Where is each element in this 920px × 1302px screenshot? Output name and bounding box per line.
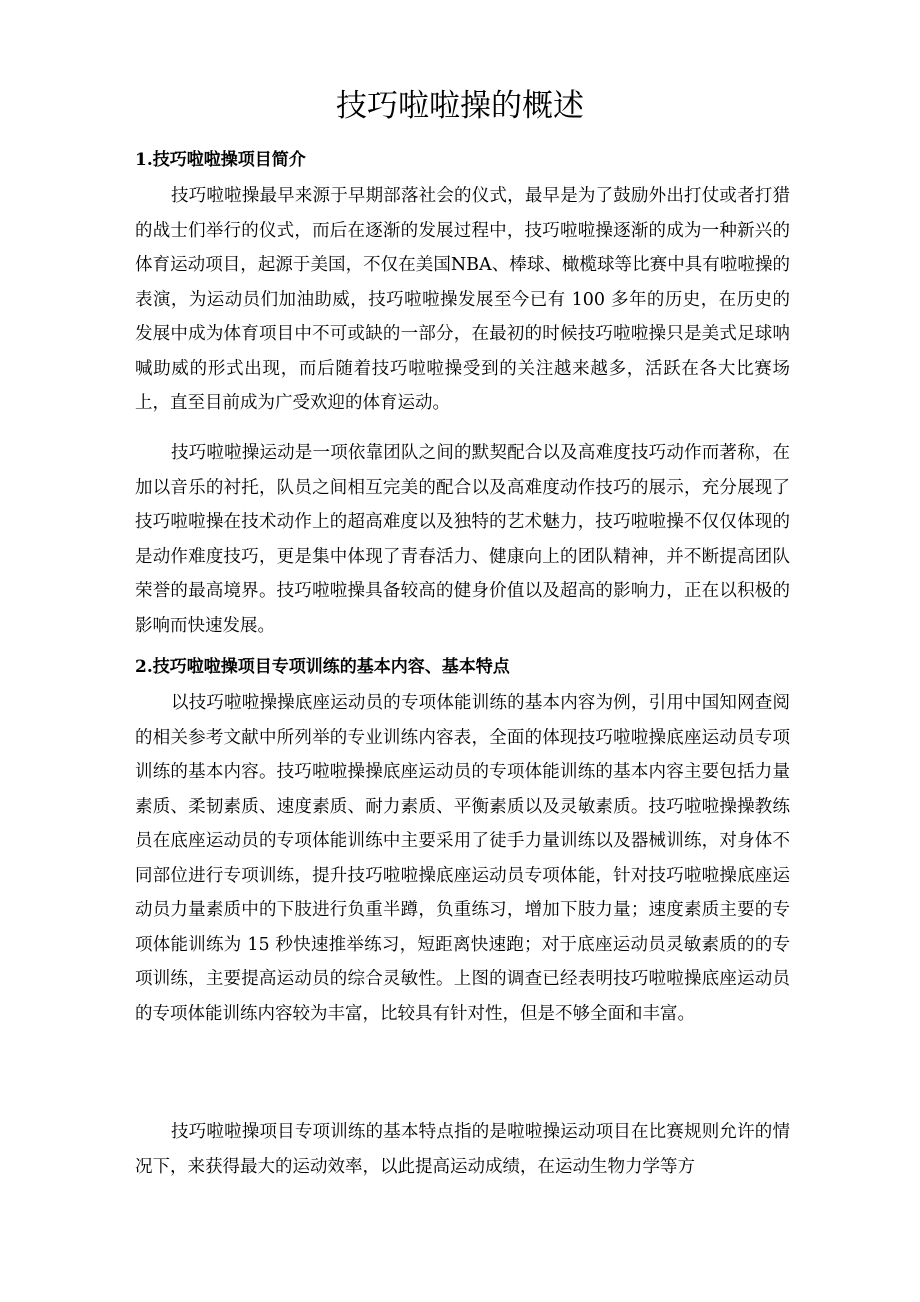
document-title: 技巧啦啦操的概述: [336, 88, 584, 124]
section-heading: 2.技巧啦啦操项目专项训练的基本内容、基本特点: [135, 657, 510, 677]
section-heading: 1.技巧啦啦操项目简介: [135, 150, 306, 170]
paragraph: 技巧啦啦操项目专项训练的基本特点指的是啦啦操运动项目在比赛规则允许的情况下，来获得最大的运动效率，以此提高运动成绩，在运动生物力学等方: [135, 1122, 790, 1177]
paragraph: 技巧啦啦操最早来源于早期部落社会的仪式，最早是为了鼓励外出打仗或者打猎的战士们举行的仪式，而后在逐渐的发展过程中，技巧啦啦操逐渐的成为一种新兴的体育运动项目，起源于美国，不仅在美国NBA、棒球、橄榄球等比赛中具有啦啦操的表演，为运动员们加油助威，技巧啦啦操发展至今已有 100 多年的历史，在历史的发展中成为体育项目中不可或缺的一部分，在最初的时候技巧啦啦操只是美式足球呐喊助威的形式出现，而后随着技巧啦啦操受到的关注越来越多，活跃在各大比赛场上，直至目前成为广受欢迎的体育运动。: [135, 186, 790, 413]
paragraph: 技巧啦啦操运动是一项依靠团队之间的默契配合以及高难度技巧动作而著称，在加以音乐的衬托，队员之间相互完美的配合以及高难度动作技巧的展示，充分展现了技巧啦啦操在技术动作上的超高难度以及独特的艺术魅力，技巧啦啦操不仅仅体现的是动作难度技巧，更是集中体现了青春活力、健康向上的团队精神，并不断提高团队荣誉的最高境界。技巧啦啦操具备较高的健身价值以及超高的影响力，正在以积极的影响而快速发展。: [135, 443, 790, 636]
paragraph: 以技巧啦啦操操底座运动员的专项体能训练的基本内容为例，引用中国知网查阅的相关参考文献中所列举的专业训练内容表，全面的体现技巧啦啦操底座运动员专项训练的基本内容。技巧啦啦操操底座运动员的专项体能训练的基本内容主要包括力量素质、柔韧素质、速度素质、耐力素质、平衡素质以及灵敏素质。技巧啦啦操操教练员在底座运动员的专项体能训练中主要采用了徒手力量训练以及器械训练，对身体不同部位进行专项训练，提升技巧啦啦操底座运动员专项体能，针对技巧啦啦操底座运动员力量素质中的下肢进行负重半蹲，负重练习，增加下肢力量；速度素质主要的专项体能训练为 15 秒快速推举练习，短距离快速跑；对于底座运动员灵敏素质的的专项训练，主要提高运动员的综合灵敏性。上图的调查已经表明技巧啦啦操底座运动员的专项体能训练内容较为丰富，比较具有针对性，但是不够全面和丰富。: [135, 693, 790, 1024]
